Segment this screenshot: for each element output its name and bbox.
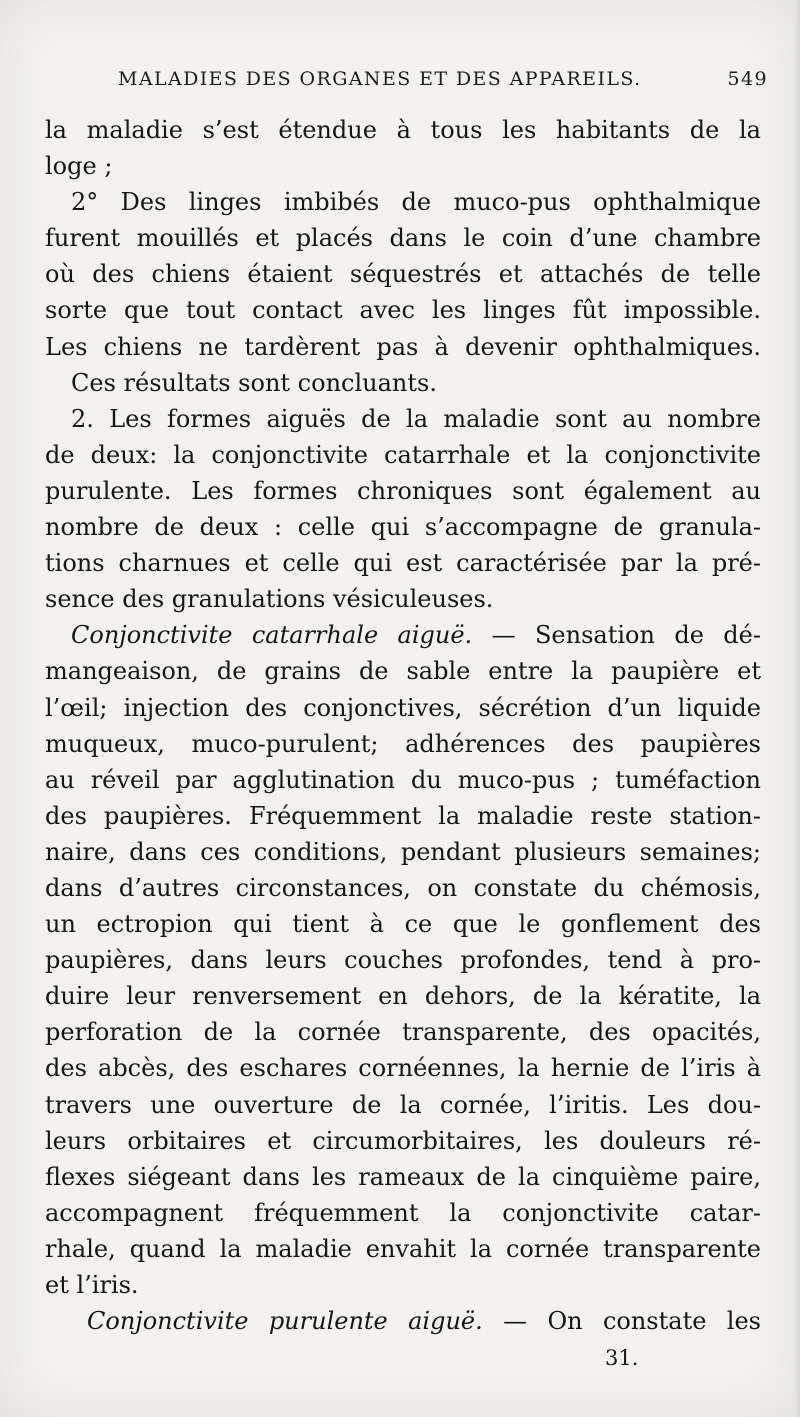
text-line: Les chiens ne tardèrent pas à devenir ophthalmiques. bbox=[45, 332, 761, 361]
text-run: — Sensation de dé- bbox=[491, 621, 761, 650]
text-line: Ces résultats sont concluants. bbox=[71, 368, 437, 397]
text-line: sorte que tout contact avec les linges fût impossible. bbox=[45, 296, 761, 325]
text-line: des abcès, des eschares cornéennes, la hernie de l’iris à bbox=[45, 1054, 761, 1083]
text-line: muqueux, muco-purulent; adhérences des paupières bbox=[45, 729, 761, 758]
text-line: et l’iris. bbox=[45, 1271, 139, 1299]
section-heading-purulente: Conjonctivite purulente aiguë. bbox=[87, 1307, 483, 1336]
text-line: duire leur renversement en dehors, de la kératite, la bbox=[45, 982, 761, 1011]
page-number: 549 bbox=[727, 68, 768, 90]
body-text bbox=[45, 112, 761, 1339]
text-line: mangeaison, de grains de sable entre la paupière et bbox=[45, 657, 761, 686]
text-run: — On constate les bbox=[503, 1307, 761, 1336]
text-line: un ectropion qui tient à ce que le gonflement des bbox=[45, 910, 761, 939]
text-line: sence des granulations vésiculeuses. bbox=[45, 585, 494, 614]
text-line: purulente. Les formes chroniques sont également au bbox=[45, 476, 761, 505]
text-line: accompagnent fréquemment la conjonctivite catar- bbox=[45, 1198, 761, 1227]
text-line: de deux: la conjonctivite catarrhale et la conjonctivite bbox=[45, 440, 761, 469]
page-edge bbox=[794, 0, 800, 1417]
text-line: la maladie s’est étendue à tous les habitants de la bbox=[45, 116, 761, 144]
text-line: paupières, dans leurs couches profondes, tend à pro- bbox=[45, 946, 761, 975]
text-line: leurs orbitaires et circumorbitaires, les douleurs ré- bbox=[45, 1126, 761, 1155]
running-header bbox=[118, 68, 768, 98]
section-heading-catarrhale: Conjonctivite catarrhale aiguë. bbox=[71, 621, 473, 650]
text-line: 2. Les formes aiguës de la maladie sont au nombre bbox=[71, 404, 761, 433]
text-line: perforation de la cornée transparente, des opacités, bbox=[45, 1018, 761, 1047]
text-line: 2° Des linges imbibés de muco-pus ophthalmique bbox=[71, 188, 761, 217]
text-line bbox=[45, 617, 761, 653]
text-line: des paupières. Fréquemment la maladie reste station- bbox=[45, 801, 761, 830]
text-line: l’œil; injection des conjonctives, sécrétion d’un liquide bbox=[45, 693, 761, 722]
text-line: tions charnues et celle qui est caractérisée par la pré- bbox=[45, 549, 761, 578]
text-line: rhale, quand la maladie envahit la cornée transparente bbox=[45, 1234, 761, 1263]
text-line: loge ; bbox=[45, 152, 113, 181]
text-line: furent mouillés et placés dans le coin d’une chambre bbox=[45, 224, 761, 253]
signature-mark: 31. bbox=[605, 1346, 639, 1370]
running-header-title: MALADIES DES ORGANES ET DES APPAREILS. bbox=[118, 68, 642, 90]
text-line: dans d’autres circonstances, on constate du chémosis, bbox=[45, 873, 761, 902]
text-line bbox=[45, 1303, 761, 1339]
text-line: où des chiens étaient séquestrés et attachés de telle bbox=[45, 260, 761, 289]
text-line: travers une ouverture de la cornée, l’iritis. Les dou- bbox=[45, 1090, 761, 1119]
text-line: flexes siégeant dans les rameaux de la cinquième paire, bbox=[45, 1162, 761, 1191]
text-line: naire, dans ces conditions, pendant plusieurs semaines; bbox=[45, 837, 761, 866]
text-line: au réveil par agglutination du muco-pus ; tuméfaction bbox=[45, 765, 761, 794]
text-line: nombre de deux : celle qui s’accompagne de granula- bbox=[45, 513, 761, 542]
